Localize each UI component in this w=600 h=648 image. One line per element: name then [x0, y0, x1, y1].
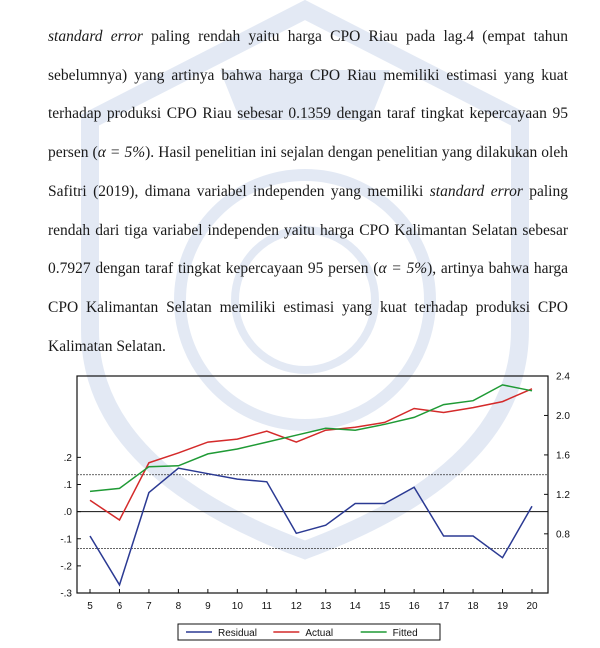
body-paragraph — [48, 18, 568, 366]
x-axis-tick-label: 5 — [87, 601, 93, 612]
series-line-residual — [90, 468, 532, 585]
x-axis-tick-label: 17 — [438, 601, 450, 612]
legend-label-fitted: Fitted — [392, 628, 418, 639]
text-segment: paling rendah yaitu harga CPO Riau pada lag.4 (empat tahun sebelumnya) yang artinya bahwa harga CPO Riau memiliki estimasi yang kuat terhadap produksi CPO Riau sebesar 0.1359 dengan taraf tingkat kepercayaan 95 persen ( — [48, 28, 569, 162]
x-axis-tick-label: 9 — [205, 601, 211, 612]
text-segment: ). Hasil penelitian ini sejalan dengan penelitian yang dilakukan oleh Safitri (2019), dimana variabel independen yang memiliki — [48, 144, 568, 200]
x-axis-tick-label: 8 — [175, 601, 182, 612]
right-axis-tick-label: 0.8 — [556, 529, 570, 541]
alpha-notation: α = 5% — [97, 144, 146, 162]
left-axis-tick-label: .2 — [63, 452, 72, 464]
series-line-fitted — [90, 385, 532, 492]
alpha-notation: α = 5% — [378, 260, 428, 278]
x-axis-tick-label: 11 — [261, 601, 272, 612]
x-axis-tick-label: 10 — [231, 601, 243, 612]
series-line-actual — [90, 389, 532, 520]
right-axis-tick-label: 2.4 — [556, 371, 570, 383]
legend-label-residual: Residual — [218, 628, 257, 639]
left-axis-tick-label: .0 — [63, 507, 72, 519]
right-axis-tick-label: 1.6 — [556, 450, 570, 462]
term-standard-error: standard error — [48, 28, 143, 45]
text-segment: paling rendah dari tiga variabel independen yaitu harga CPO Kalimantan Selatan sebesar 0.7927 dengan taraf tingkat kepercayaan 95 persen ( — [48, 182, 568, 278]
x-axis-tick-label: 18 — [467, 601, 479, 612]
x-axis-tick-label: 15 — [379, 601, 391, 612]
x-axis-tick-label: 16 — [408, 601, 420, 612]
right-axis-tick-label: 2.0 — [556, 410, 570, 422]
x-axis-tick-label: 12 — [290, 601, 302, 612]
x-axis-tick-label: 7 — [146, 601, 152, 612]
legend-label-actual: Actual — [305, 628, 334, 639]
left-axis-tick-label: -.1 — [60, 534, 72, 546]
term-standard-error: standard error — [429, 182, 523, 200]
x-axis-tick-label: 20 — [526, 601, 538, 612]
x-axis-tick-label: 19 — [496, 601, 509, 612]
x-axis-tick-label: 6 — [116, 601, 123, 612]
x-axis-tick-label: 13 — [320, 601, 332, 612]
right-axis-tick-label: 1.2 — [556, 489, 570, 501]
left-axis-tick-label: -.2 — [60, 561, 72, 573]
x-axis-tick-label: 14 — [349, 601, 361, 612]
left-axis-tick-label: -.3 — [60, 588, 72, 600]
plot-frame — [77, 376, 548, 593]
left-axis-tick-label: .1 — [63, 480, 72, 491]
residual-actual-fitted-chart — [0, 366, 600, 648]
text-segment: ), artinya bahwa harga CPO Kalimantan Selatan memiliki estimasi yang kuat terhadap produksi CPO Kalimatan Selatan. — [48, 260, 568, 355]
